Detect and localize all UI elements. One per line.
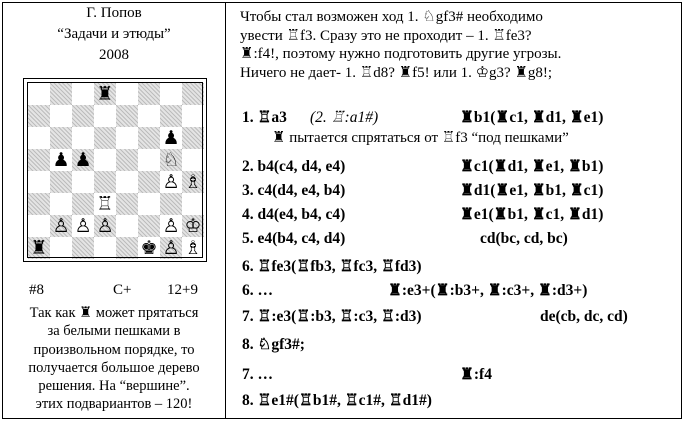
white-rook-icon: ♖ bbox=[96, 192, 114, 215]
board-square bbox=[72, 193, 94, 215]
black-move: ♜b1(♜c1, ♜d1, ♜e1) bbox=[460, 109, 604, 126]
verdict: C+ bbox=[113, 282, 132, 298]
rook-comment: ♜ пытается спрятаться от ♖f3 “под пешками” bbox=[272, 130, 569, 146]
board-square bbox=[116, 193, 138, 215]
board-square bbox=[28, 105, 50, 127]
board-square bbox=[28, 127, 50, 149]
black-move: ♜e1(♜b1, ♜c1, ♜d1) bbox=[460, 206, 604, 223]
comment-line: произвольном порядке, то bbox=[33, 341, 195, 358]
stipulation: #8 bbox=[29, 282, 44, 298]
black-pawn-icon: ♟ bbox=[52, 148, 70, 171]
black-pawn-icon: ♟ bbox=[74, 148, 92, 171]
board-square bbox=[182, 127, 204, 149]
chess-board bbox=[23, 78, 207, 262]
white-move: 8. ♖e1#(♖b1#, ♖c1#, ♖d1#) bbox=[242, 392, 432, 409]
move-line bbox=[242, 306, 678, 328]
board-square bbox=[72, 127, 94, 149]
move-line bbox=[242, 204, 678, 226]
comment-line: этих подвариантов – 120! bbox=[35, 396, 193, 413]
black-rook-icon: ♜ bbox=[30, 236, 48, 259]
black-pawn-icon: ♟ bbox=[162, 126, 180, 149]
board-square bbox=[94, 237, 116, 259]
problem-meta bbox=[3, 282, 225, 300]
intro-line: ♜:f4!, поэтому нужно подготовить другие угрозы. bbox=[240, 46, 562, 62]
move-line bbox=[242, 228, 678, 250]
white-king-icon: ♔ bbox=[184, 214, 202, 237]
comment-line bbox=[242, 127, 678, 149]
board-square bbox=[72, 171, 94, 193]
board-square bbox=[182, 83, 204, 105]
move-line bbox=[242, 256, 678, 278]
board-square bbox=[182, 237, 204, 259]
black-move: ♜:e3+(♜:b3+, ♜:c3+, ♜:d3+) bbox=[388, 282, 588, 299]
comment-line: получается большое дерево bbox=[28, 359, 200, 376]
board-square bbox=[182, 149, 204, 171]
board-square bbox=[138, 171, 160, 193]
board-square bbox=[50, 105, 72, 127]
board-square bbox=[94, 127, 116, 149]
board-square bbox=[28, 149, 50, 171]
black-rook-icon: ♜ bbox=[96, 82, 114, 105]
board-square bbox=[50, 215, 72, 237]
author: Г. Попов bbox=[86, 5, 142, 21]
move-line bbox=[242, 107, 678, 129]
board-square bbox=[50, 149, 72, 171]
white-bishop-icon: ♗ bbox=[184, 236, 202, 259]
board-square bbox=[138, 215, 160, 237]
board-square bbox=[160, 193, 182, 215]
board-square bbox=[28, 237, 50, 259]
board-square bbox=[50, 127, 72, 149]
board-square bbox=[28, 171, 50, 193]
board-square bbox=[116, 237, 138, 259]
source-title: “Задачи и этюды” bbox=[57, 26, 171, 42]
board-square bbox=[94, 193, 116, 215]
board-square bbox=[28, 215, 50, 237]
black-move: cd(bc, cd, bc) bbox=[480, 230, 568, 247]
white-knight-icon: ♘ bbox=[162, 148, 180, 171]
white-pawn-icon: ♙ bbox=[96, 214, 114, 237]
move-line bbox=[242, 390, 678, 412]
board-square bbox=[160, 149, 182, 171]
board-square bbox=[50, 193, 72, 215]
board-square bbox=[72, 215, 94, 237]
black-move: de(cb, dc, cd) bbox=[540, 308, 628, 325]
board-square bbox=[50, 237, 72, 259]
column-divider bbox=[225, 2, 226, 419]
white-move: 4. d4(e4, b4, c4) bbox=[242, 206, 346, 223]
board-square bbox=[182, 215, 204, 237]
board-square bbox=[50, 171, 72, 193]
white-move: 2. b4(c4, d4, e4) bbox=[242, 158, 346, 175]
board-square bbox=[138, 193, 160, 215]
white-pawn-icon: ♙ bbox=[162, 236, 180, 259]
board-square bbox=[138, 149, 160, 171]
board-square bbox=[182, 105, 204, 127]
black-move: ♜d1(♜e1, ♜b1, ♜c1) bbox=[460, 182, 604, 199]
board-square bbox=[138, 127, 160, 149]
board-square bbox=[138, 105, 160, 127]
intro-line: увести ♖f3. Сразу это не проходит – 1. ♖fe3? bbox=[240, 27, 532, 44]
board-square bbox=[72, 105, 94, 127]
left-column bbox=[3, 2, 225, 419]
board-square bbox=[72, 83, 94, 105]
board-square bbox=[160, 127, 182, 149]
board-square bbox=[160, 105, 182, 127]
board-square bbox=[138, 237, 160, 259]
board-grid bbox=[27, 82, 203, 258]
move-line bbox=[242, 180, 678, 202]
comment-line: решения. На “вершине”. bbox=[38, 378, 190, 395]
board-square bbox=[182, 193, 204, 215]
white-bishop-icon: ♗ bbox=[184, 170, 202, 193]
board-square bbox=[116, 171, 138, 193]
move-line bbox=[242, 334, 678, 356]
board-square bbox=[138, 83, 160, 105]
white-move: 6. ♖fe3(♖fb3, ♖fc3, ♖fd3) bbox=[242, 258, 422, 275]
board-square bbox=[182, 171, 204, 193]
white-pawn-icon: ♙ bbox=[162, 214, 180, 237]
white-move: 3. c4(d4, e4, b4) bbox=[242, 182, 346, 199]
black-move: ♜c1(♜d1, ♜e1, ♜b1) bbox=[460, 158, 604, 175]
board-square bbox=[116, 149, 138, 171]
white-pawn-icon: ♙ bbox=[162, 170, 180, 193]
board-square bbox=[72, 237, 94, 259]
board-square bbox=[94, 215, 116, 237]
board-square bbox=[160, 171, 182, 193]
threat: (2. ♖:a1#) bbox=[310, 109, 379, 126]
board-square bbox=[116, 215, 138, 237]
intro-line: Чтобы стал возможен ход 1. ♘gf3# необходимо bbox=[240, 9, 543, 25]
piece-count: 12+9 bbox=[167, 282, 198, 298]
black-king-icon: ♚ bbox=[140, 236, 158, 259]
comment-line: Так как ♜ может прятаться bbox=[29, 305, 199, 321]
comment-line: за белыми пешками в bbox=[47, 323, 181, 340]
board-square bbox=[50, 83, 72, 105]
white-move: 7. … bbox=[242, 366, 273, 383]
board-square bbox=[160, 237, 182, 259]
move-line bbox=[242, 364, 678, 386]
white-move: 7. ♖:e3(♖:b3, ♖:c3, ♖:d3) bbox=[242, 308, 422, 325]
solution-column bbox=[232, 4, 678, 416]
white-pawn-icon: ♙ bbox=[52, 214, 70, 237]
board-square bbox=[160, 215, 182, 237]
board-square bbox=[94, 83, 116, 105]
black-move: ♜:f4 bbox=[460, 366, 492, 383]
comment-text bbox=[3, 304, 225, 414]
move-line bbox=[242, 156, 678, 178]
board-square bbox=[94, 149, 116, 171]
board-square bbox=[28, 193, 50, 215]
white-move: 8. ♘gf3#; bbox=[242, 336, 305, 353]
board-square bbox=[94, 105, 116, 127]
intro-line: Ничего не дает- 1. ♖d8? ♜f5! или 1. ♔g3? ♜g8!; bbox=[240, 64, 553, 81]
board-square bbox=[28, 83, 50, 105]
move-line bbox=[242, 280, 678, 302]
board-square bbox=[160, 83, 182, 105]
intro-text bbox=[240, 8, 676, 82]
source-year: 2008 bbox=[99, 47, 129, 63]
white-move: 6. … bbox=[242, 282, 273, 299]
white-pawn-icon: ♙ bbox=[74, 214, 92, 237]
board-square bbox=[94, 171, 116, 193]
board-square bbox=[116, 127, 138, 149]
board-square bbox=[116, 105, 138, 127]
white-move: 5. e4(b4, c4, d4) bbox=[242, 230, 346, 247]
board-square bbox=[116, 83, 138, 105]
white-move: 1. ♖a3 bbox=[242, 109, 287, 126]
board-square bbox=[72, 149, 94, 171]
